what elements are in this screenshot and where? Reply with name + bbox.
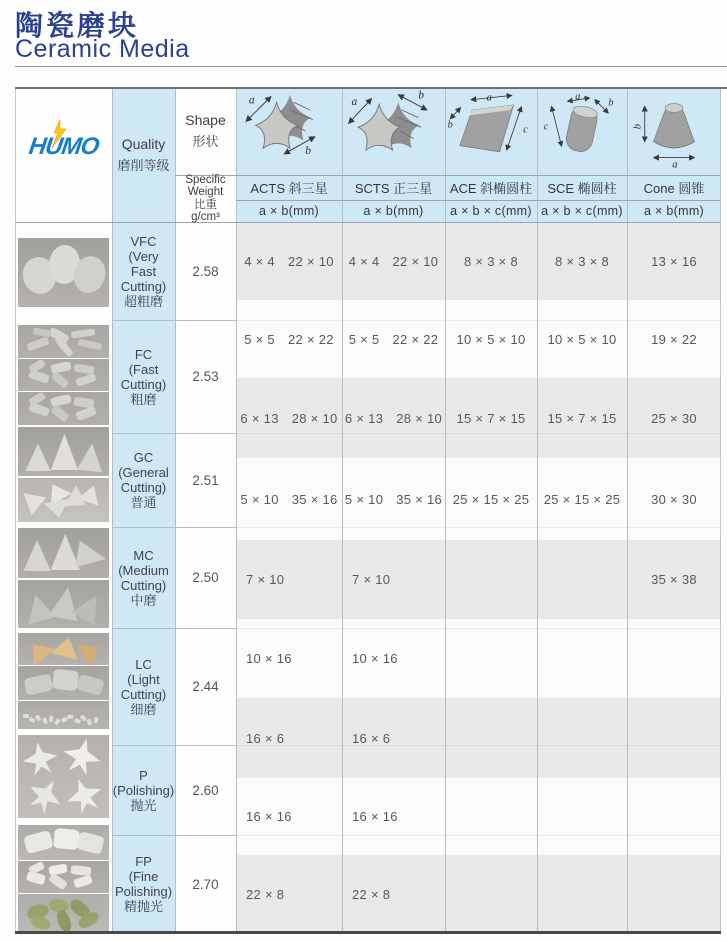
grade-label-line: 粗磨 [130, 391, 157, 407]
media-shape [19, 739, 61, 778]
size-value: 10 × 16 [352, 651, 398, 666]
size-cell-cone [627, 458, 721, 540]
svg-text:c: c [543, 121, 549, 133]
size-value: 25 × 15 × 25 [452, 491, 530, 507]
quality-header-en: Quality [121, 135, 166, 152]
gray-pyramids-photo [18, 580, 109, 628]
grade-label-line: (Light [127, 671, 160, 687]
column-unit-acts [236, 200, 342, 222]
media-shape [77, 441, 105, 472]
grade-label-line: VFC [130, 233, 157, 249]
grade-label-line: (Polishing) [112, 782, 175, 798]
media-shape [35, 714, 42, 721]
green-pebbles-photo [18, 894, 109, 933]
column-header-label: SCTS 正三星 [354, 181, 433, 196]
size-value: 25 × 15 × 25 [543, 491, 621, 507]
shape-header [175, 87, 236, 175]
column-header-scts [342, 175, 445, 200]
media-shape [24, 487, 51, 516]
specific-weight-value: 2.51 [192, 472, 219, 488]
size-cell-scts [342, 458, 445, 540]
specific-weight-fp [175, 835, 236, 933]
grade-label-line: Cutting) [120, 480, 167, 495]
specific-weight-value: 2.50 [192, 570, 219, 585]
size-value: 10 × 5 × 10 [456, 331, 526, 347]
column-unit-ace [445, 200, 537, 222]
tan-wedges-photo [18, 633, 109, 665]
shape-header-en: Shape [185, 112, 226, 128]
specific-weight-header-line: g/cm³ [191, 211, 220, 223]
size-cell-acts [236, 698, 342, 778]
size-value: 6 × 13 [344, 410, 384, 426]
cut-cubes-photo [18, 359, 109, 391]
specific-weight-value: 2.53 [192, 369, 219, 384]
tristar-media-photo [18, 735, 109, 818]
media-shape [54, 909, 73, 933]
size-cell-scts [342, 778, 445, 855]
specific-weight-value: 2.60 [192, 782, 219, 798]
grade-label-line: Cutting) [120, 278, 167, 294]
size-value: 4 × 4 [348, 253, 380, 269]
quality-cell-lc [112, 628, 175, 745]
quality-cell-fp [112, 835, 175, 933]
column-header-ace [445, 175, 537, 200]
grade-label-line: 普通 [130, 495, 157, 510]
size-cell-acts [236, 378, 342, 458]
media-shape [23, 830, 54, 855]
size-cell-sce [537, 222, 627, 300]
ceramic-media-table [15, 87, 727, 933]
size-cell-acts [236, 778, 342, 855]
size-value: 28 × 10 [396, 410, 443, 426]
size-cell-sce [537, 300, 627, 378]
media-shape [51, 434, 78, 470]
specific-weight-header-line: Weight [187, 186, 224, 198]
media-shape [21, 771, 70, 818]
media-shape [26, 336, 49, 351]
grade-label-line: 超粗磨 [123, 293, 163, 309]
grade-label-line: FC [134, 346, 153, 362]
brand-logo-text: HUMO [27, 133, 101, 160]
media-shape [28, 861, 44, 874]
grade-label-line: (Fine [128, 869, 159, 884]
title-divider [15, 66, 727, 67]
media-shape [50, 361, 71, 374]
specific-weight-vfc [175, 222, 236, 320]
oval-cylinder-angled-icon [445, 89, 537, 173]
white-cylinders-photo [18, 825, 109, 860]
grade-label-line: Cutting) [120, 686, 167, 702]
svg-text:b: b [305, 144, 311, 157]
grade-label-line: 中磨 [130, 592, 157, 608]
column-header-label: SCE 椭圆柱 [547, 181, 617, 196]
page-title-en: Ceramic Media [15, 35, 190, 63]
size-cell-acts [236, 222, 342, 300]
grade-label-line: 抛光 [130, 797, 157, 813]
size-value: 19 × 22 [651, 331, 697, 347]
media-shape [75, 406, 97, 421]
svg-text:c: c [523, 124, 528, 136]
size-value: 22 × 10 [287, 253, 334, 269]
media-shape [50, 371, 69, 389]
size-value: 35 × 16 [396, 491, 443, 507]
size-value: 22 × 10 [392, 253, 439, 269]
column-unit-cone [627, 200, 721, 222]
cones-and-wedges-photo [18, 528, 109, 578]
size-cell-scts [342, 300, 445, 378]
size-cell-cone [627, 540, 721, 619]
svg-text:a: a [351, 96, 358, 109]
media-shape [61, 773, 109, 818]
quality-cell-gc [112, 433, 175, 527]
media-shape [22, 591, 55, 624]
small-cylinders-photo [18, 325, 109, 358]
size-value: 15 × 7 × 15 [456, 410, 526, 426]
column-unit-label: a × b(mm) [363, 204, 424, 218]
page-title-zh: 陶瓷磨块 [15, 10, 140, 41]
media-shape [49, 715, 54, 722]
tristar-icon [342, 89, 445, 173]
svg-text:a: a [672, 159, 678, 171]
size-value: 6 × 13 [240, 410, 279, 426]
grade-label-line: (Medium [118, 562, 169, 578]
size-value: 13 × 16 [651, 253, 697, 269]
cone-icon [627, 89, 721, 173]
size-value: 5 × 10 [240, 491, 279, 507]
size-value: 5 × 5 [348, 331, 380, 347]
grade-label-line: P [139, 767, 148, 783]
size-cell-cone [627, 300, 721, 378]
flat-wedges-photo [18, 478, 109, 522]
media-shape [52, 669, 79, 691]
angle-cut-cylinders-photo [18, 238, 109, 307]
size-cell-acts [236, 619, 342, 698]
svg-text:b: b [418, 89, 425, 102]
specific-weight-value: 2.70 [192, 876, 219, 892]
size-value: 5 × 5 [244, 331, 275, 347]
size-value: 16 × 6 [246, 730, 285, 746]
size-value: 28 × 10 [291, 410, 338, 426]
size-value: 8 × 3 × 8 [463, 253, 519, 269]
shape-header-zh: 形状 [192, 134, 219, 149]
size-value: 10 × 5 × 10 [547, 331, 617, 347]
column-header-label: Cone 圆锥 [643, 181, 705, 196]
grade-label-line: GC [133, 450, 154, 465]
column-unit-scts [342, 200, 445, 222]
size-cell-ace [445, 300, 537, 378]
size-value: 22 × 8 [246, 886, 285, 902]
quality-header-zh: 磨削等级 [117, 157, 170, 173]
lightning-bolt-icon [51, 120, 67, 148]
size-cell-scts [342, 698, 445, 778]
grade-label-line: (General [118, 465, 169, 480]
size-cell-ace [445, 378, 537, 458]
size-value: 7 × 10 [352, 572, 391, 587]
grade-label-line: Cutting) [120, 376, 167, 392]
media-shape [24, 674, 54, 696]
grit-pile-photo [18, 701, 109, 729]
specific-weight-value: 2.44 [192, 679, 219, 694]
media-shape [23, 540, 50, 571]
media-shape [78, 338, 103, 350]
grade-label-line: (Very [128, 248, 159, 264]
specific-weight-header [175, 175, 236, 222]
white-cubes-photo [18, 861, 109, 893]
media-shape [67, 715, 74, 719]
size-value: 22 × 22 [392, 331, 439, 347]
size-cell-ace [445, 458, 537, 540]
specific-weight-lc [175, 628, 236, 745]
column-header-cone [627, 175, 721, 200]
size-cell-scts [342, 540, 445, 619]
media-shape [48, 873, 68, 891]
grade-label-line: Cutting) [120, 577, 167, 593]
media-shape [75, 372, 97, 387]
grade-label-line: (Fast [128, 361, 159, 377]
media-shape [23, 635, 55, 665]
size-cell-ace [445, 222, 537, 300]
size-cell-scts [342, 378, 445, 458]
media-shape [26, 871, 46, 885]
specific-weight-header-line: Specific [185, 173, 226, 186]
size-cell-sce [537, 378, 627, 458]
media-shape [58, 735, 106, 779]
media-shape [29, 914, 52, 932]
specific-weight-gc [175, 433, 236, 527]
column-header-label: ACE 斜椭圆柱 [449, 181, 533, 196]
grade-label-line: Fast [130, 263, 157, 279]
grade-label-line: 细磨 [130, 701, 157, 717]
specific-weight-fc [175, 320, 236, 433]
size-value: 35 × 16 [291, 491, 338, 507]
oval-cylinder-icon [537, 89, 627, 173]
specific-weight-p [175, 745, 236, 835]
svg-text:b: b [447, 119, 453, 131]
media-shape [50, 634, 81, 660]
svg-text:a: a [486, 92, 492, 104]
size-value: 15 × 7 × 15 [547, 410, 617, 426]
cones-photo [18, 427, 109, 476]
quality-header [112, 87, 175, 222]
column-header-sce [537, 175, 627, 200]
grade-label-line: FP [135, 854, 152, 869]
column-unit-label: a × b × c(mm) [541, 204, 623, 218]
size-value: 8 × 3 × 8 [554, 253, 610, 269]
size-cell-scts [342, 619, 445, 698]
svg-text:a: a [575, 91, 581, 103]
specific-weight-value: 2.58 [192, 263, 219, 279]
media-shape [32, 327, 51, 337]
size-cell-acts [236, 855, 342, 933]
size-value: 35 × 38 [651, 572, 697, 587]
size-value: 10 × 16 [246, 651, 292, 666]
specific-weight-header-line: 比重 [194, 198, 217, 211]
size-value: 4 × 4 [244, 253, 275, 269]
svg-text:b: b [608, 97, 614, 109]
grade-label-line: Polishing) [114, 884, 173, 899]
large-cylinders-photo [18, 666, 109, 700]
size-value: 30 × 30 [651, 491, 697, 507]
media-shape [51, 534, 80, 570]
svg-text:b: b [632, 123, 644, 130]
media-shape [42, 718, 47, 725]
media-shape [23, 714, 29, 718]
media-shape [77, 636, 105, 665]
column-header-label: ACTS 斜三星 [250, 181, 328, 196]
media-shape [76, 831, 105, 854]
column-unit-label: a × b(mm) [259, 204, 319, 218]
media-shape [70, 328, 94, 338]
media-shape [73, 874, 93, 888]
ceramic-chips-photo [18, 392, 109, 425]
size-value: 16 × 6 [352, 730, 391, 746]
quality-cell-mc [112, 527, 175, 628]
media-shape [87, 718, 93, 725]
grade-label-line: LC [135, 656, 152, 672]
size-cell-scts [342, 222, 445, 300]
size-value: 16 × 16 [246, 809, 292, 824]
size-value: 22 × 8 [352, 886, 391, 902]
media-shape [73, 718, 80, 724]
quality-cell-vfc [112, 222, 175, 320]
size-cell-acts [236, 540, 342, 619]
grade-label-line: MC [133, 547, 154, 563]
column-unit-sce [537, 200, 627, 222]
media-shape [76, 674, 105, 697]
size-cell-acts [236, 458, 342, 540]
column-unit-label: a × b × c(mm) [450, 204, 532, 218]
size-value: 16 × 16 [352, 809, 398, 824]
specific-weight-mc [175, 527, 236, 628]
media-shape [94, 716, 98, 723]
tristar-angled-icon [236, 89, 342, 173]
grade-label-line: 精抛光 [123, 899, 163, 914]
size-cell-acts [236, 300, 342, 378]
quality-cell-fc [112, 320, 175, 433]
column-border [15, 87, 16, 933]
size-cell-cone [627, 378, 721, 458]
column-header-acts [236, 175, 342, 200]
size-value: 22 × 22 [287, 331, 334, 347]
size-cell-scts [342, 855, 445, 933]
brand-logo [29, 133, 111, 169]
media-shape [25, 444, 50, 471]
size-value: 25 × 30 [651, 410, 697, 426]
size-value: 5 × 10 [344, 491, 384, 507]
quality-cell-p [112, 745, 175, 835]
size-cell-cone [627, 222, 721, 300]
size-value: 7 × 10 [246, 572, 285, 587]
media-shape [75, 541, 108, 573]
media-shape [50, 404, 69, 422]
size-cell-sce [537, 458, 627, 540]
column-unit-label: a × b(mm) [644, 204, 704, 218]
svg-text:a: a [248, 94, 255, 107]
